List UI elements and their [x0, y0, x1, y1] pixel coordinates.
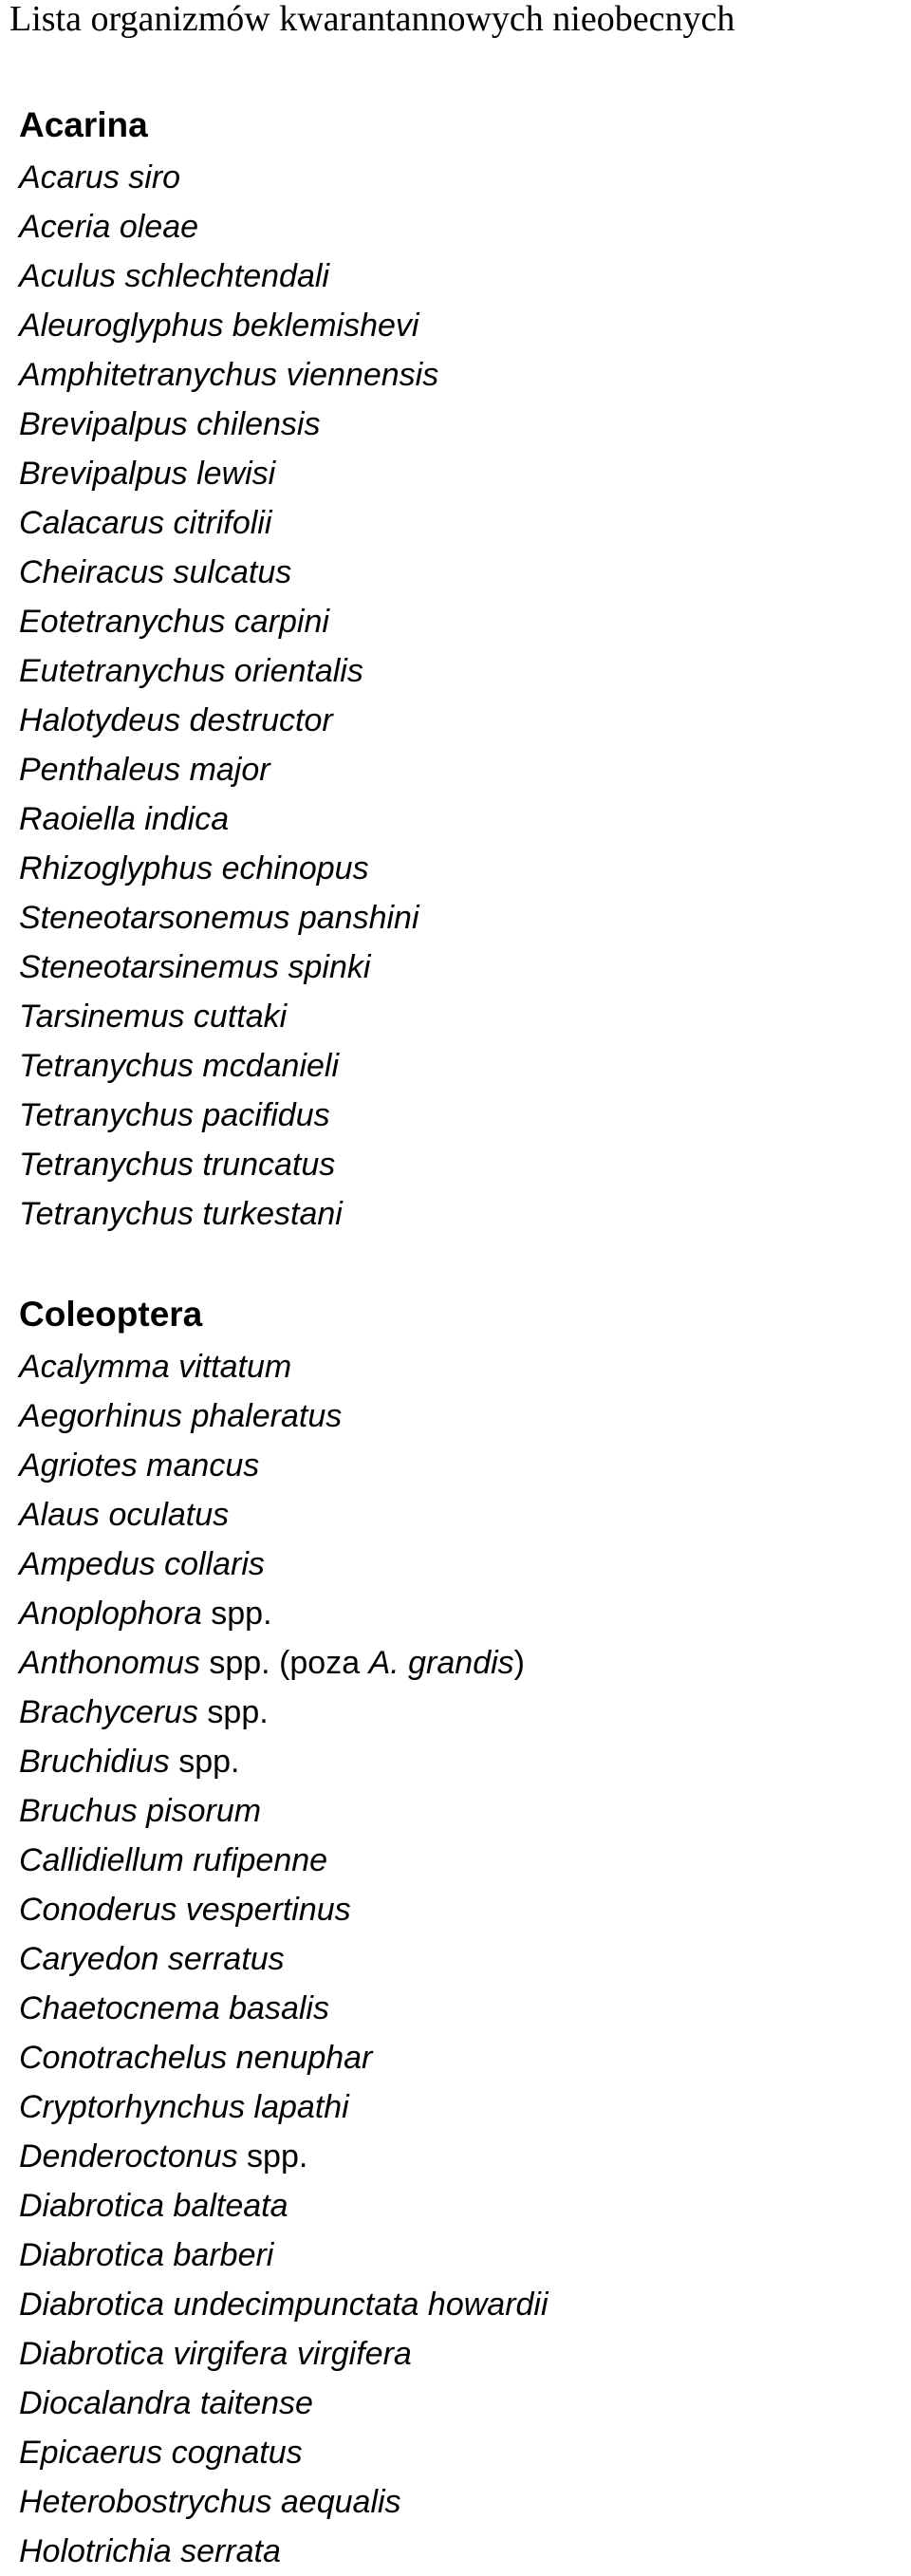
species-list-item — [19, 1688, 902, 1737]
species-list-item — [19, 1441, 902, 1490]
species-list — [19, 153, 902, 1239]
species-name-text: Tetranychus pacifidus — [19, 1097, 330, 1133]
species-list-item — [19, 449, 902, 498]
species-list-item — [19, 2477, 902, 2527]
species-name-text: Alaus oculatus — [19, 1497, 230, 1533]
section-heading: Coleoptera — [19, 1295, 203, 1334]
species-note-text: spp. (poza — [199, 1645, 369, 1681]
species-list-item — [19, 992, 902, 1041]
species-name-text: Steneotarsinemus spinki — [19, 949, 371, 985]
species-list-item — [19, 745, 902, 794]
species-name-text: Acarus siro — [19, 159, 181, 196]
species-list-item — [19, 1786, 902, 1836]
species-list-item — [19, 2379, 902, 2428]
species-list-item — [19, 1638, 902, 1688]
species-name-text: Diabrotica barberi — [19, 2237, 274, 2273]
species-note-text: spp. — [169, 1744, 240, 1780]
section-spacer — [19, 1239, 902, 1287]
species-name-text: Heterobostrychus aequalis — [19, 2484, 401, 2520]
species-list-item — [19, 2527, 902, 2576]
species-name-text: Diocalandra taitense — [19, 2385, 313, 2421]
species-list-item — [19, 1737, 902, 1786]
species-note-text: spp. — [201, 1596, 272, 1632]
species-name-text: Ampedus collaris — [19, 1546, 265, 1582]
species-name-text: Aculus schlechtendali — [19, 258, 329, 294]
species-name-text: Bruchidius — [19, 1744, 170, 1780]
species-name-text: Brevipalpus lewisi — [19, 456, 276, 492]
species-name-text: Aceria oleae — [19, 209, 199, 245]
species-name-text: Aleuroglyphus beklemishevi — [19, 308, 419, 344]
species-name-text: Diabrotica virgifera virgifera — [19, 2336, 412, 2372]
page-title: Lista organizmów kwarantannowych nieobecnych — [9, 0, 735, 39]
taxon-section — [19, 98, 902, 1239]
species-name-text: Conoderus vespertinus — [19, 1892, 351, 1928]
species-list-item — [19, 252, 902, 301]
species-note-text: ) — [513, 1645, 525, 1681]
species-list-item — [19, 2132, 902, 2181]
species-name-text: Steneotarsonemus panshini — [19, 900, 419, 936]
species-list-item — [19, 498, 902, 548]
species-list-item — [19, 2082, 902, 2132]
species-name-text: Amphitetranychus viennensis — [19, 357, 439, 393]
taxon-section — [19, 1287, 902, 2576]
species-list-item — [19, 2428, 902, 2477]
species-list-item — [19, 794, 902, 844]
species-name-text: Cryptorhynchus lapathi — [19, 2089, 349, 2125]
species-name-text: Conotrachelus nenuphar — [19, 2040, 373, 2076]
species-list-item — [19, 1540, 902, 1589]
species-name-text: grandis — [408, 1645, 514, 1681]
species-list-item — [19, 1342, 902, 1391]
species-name-text: Diabrotica balteata — [19, 2188, 288, 2224]
species-list-item — [19, 1391, 902, 1441]
species-name-text: Caryedon serratus — [19, 1941, 285, 1977]
species-list-item — [19, 1189, 902, 1239]
species-list-item — [19, 548, 902, 597]
species-list-item — [19, 1091, 902, 1140]
species-list-item — [19, 2181, 902, 2231]
species-list-item — [19, 153, 902, 202]
species-name-text: Aegorhinus phaleratus — [19, 1398, 343, 1434]
species-name-text: Calacarus citrifolii — [19, 505, 272, 541]
section-heading: Acarina — [19, 105, 148, 144]
species-list-item — [19, 1934, 902, 1984]
species-name-text: Agriotes mancus — [19, 1447, 260, 1484]
species-name-text: Epicaerus cognatus — [19, 2435, 303, 2471]
species-list-item — [19, 301, 902, 350]
species-name-text: Anthonomus — [19, 1645, 200, 1681]
species-name-text: Brevipalpus chilensis — [19, 406, 321, 442]
species-name-text: Halotydeus destructor — [19, 702, 333, 738]
species-name-text: Penthaleus major — [19, 752, 270, 788]
species-list-item — [19, 1140, 902, 1189]
species-name-text: Tetranychus truncatus — [19, 1147, 336, 1183]
species-name-text: A. — [368, 1645, 400, 1681]
species-note-text — [400, 1645, 408, 1681]
species-list-item — [19, 2033, 902, 2082]
species-name-text: Tetranychus mcdanieli — [19, 1048, 340, 1084]
species-name-text: Bruchus pisorum — [19, 1793, 262, 1829]
species-list-item — [19, 943, 902, 992]
species-list-item — [19, 646, 902, 696]
species-list-item — [19, 1490, 902, 1540]
species-name-text: Chaetocnema basalis — [19, 1990, 329, 2026]
species-list-item — [19, 202, 902, 252]
species-name-text: Eutetranychus orientalis — [19, 653, 363, 689]
species-name-text: Anoplophora — [19, 1596, 202, 1632]
species-name-text: Cheiracus sulcatus — [19, 554, 292, 590]
species-list-item — [19, 1041, 902, 1091]
species-list-item — [19, 1984, 902, 2033]
species-list-item — [19, 350, 902, 400]
species-list-item — [19, 2329, 902, 2379]
species-list-item — [19, 1885, 902, 1934]
species-name-text: Diabrotica undecimpunctata howardii — [19, 2287, 548, 2323]
species-note-text: spp. — [197, 1694, 269, 1730]
species-list-item — [19, 844, 902, 893]
species-name-text: Brachycerus — [19, 1694, 198, 1730]
species-name-text: Holotrichia serrata — [19, 2533, 281, 2569]
species-note-text: spp. — [237, 2138, 308, 2175]
species-sections — [19, 98, 902, 2576]
species-name-text: Acalymma vittatum — [19, 1349, 292, 1385]
species-list — [19, 1342, 902, 2576]
species-list-item — [19, 1836, 902, 1885]
species-name-text: Tarsinemus cuttaki — [19, 999, 288, 1035]
species-list-item — [19, 893, 902, 943]
species-name-text: Rhizoglyphus echinopus — [19, 850, 369, 887]
species-name-text: Eotetranychus carpini — [19, 604, 329, 640]
species-name-text: Raoiella indica — [19, 801, 230, 837]
species-list-item — [19, 2231, 902, 2280]
species-list-item — [19, 400, 902, 449]
species-name-text: Denderoctonus — [19, 2138, 238, 2175]
species-list-item — [19, 597, 902, 646]
species-name-text: Callidiellum rufipenne — [19, 1842, 328, 1878]
species-list-item — [19, 696, 902, 745]
species-list-item — [19, 1589, 902, 1638]
species-name-text: Tetranychus turkestani — [19, 1196, 343, 1232]
species-list-item — [19, 2280, 902, 2329]
